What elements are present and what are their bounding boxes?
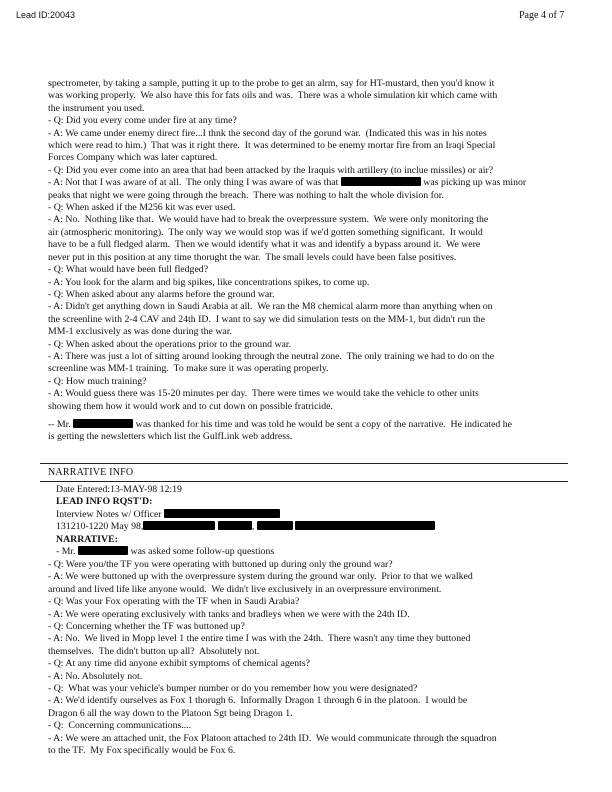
text-line: spectrometer, by taking a sample, putting it up to the probe to get an alrm, say for HT-mustard, then you'd know it bbox=[48, 78, 495, 89]
text-line: the screenline with 2-4 CAV and 24th ID. I want to say we did simulation tests on the MM-1, but didn't run the bbox=[48, 313, 486, 325]
text-line: - Q: Concerning whether the TF was buttoned up? bbox=[48, 621, 245, 633]
text-line: - A: Would guess there was 15-20 minutes per day. There were times we would take the vehicle to other units bbox=[48, 388, 479, 400]
text-line: is getting the newsletters which list the GulfLink web address. bbox=[48, 431, 293, 443]
text-line: - A: No. Nothing like that. We would have had to break the overpressure system. We were only monitoring the bbox=[48, 214, 489, 226]
text-line: - Q: Were you/the TF you were operating with buttoned up during only the ground war? bbox=[48, 559, 393, 570]
text-segment: - A: Not that I was aware of at all. The only thing I was aware of was that bbox=[48, 177, 341, 189]
text-line bbox=[56, 546, 596, 558]
text-line: - A: Didn't get anything down in Saudi Arabia at all. We ran the M8 chemical alarm more than anything when on bbox=[48, 301, 493, 313]
redaction-bar bbox=[341, 177, 421, 186]
text-line: - Q: Did you every come under fire at any time? bbox=[48, 115, 237, 127]
lead-info-label: LEAD INFO RQST'D: bbox=[56, 496, 153, 508]
section-divider bbox=[40, 463, 568, 464]
section-divider bbox=[40, 481, 568, 482]
text-line: - A: We'd identify ourselves as Fox 1 thorugh 6. Informally Dragon 1 through 6 in the platoon. I would be bbox=[48, 695, 468, 707]
text-line: screenline was MM-1 training. To make sure it was operating properly. bbox=[48, 363, 329, 375]
text-line: Forces Company which was later captured. bbox=[48, 152, 218, 164]
text-line bbox=[56, 521, 596, 533]
redaction-bar bbox=[295, 521, 435, 530]
text-line: Dragon 6 all the way down to the Platoon Sgt being Dragon 1. bbox=[48, 707, 293, 719]
text-segment: was asked some follow-up questions bbox=[128, 546, 275, 558]
narrative-label: NARRATIVE: bbox=[56, 533, 118, 545]
text-line: - Q: How much training? bbox=[48, 375, 147, 387]
interview-notes-part1 bbox=[48, 78, 593, 444]
text-line bbox=[48, 177, 593, 189]
text-line: - A: No. Absolutely not. bbox=[48, 670, 143, 682]
text-line: - Q: What would have been full fledged? bbox=[48, 264, 209, 276]
text-line: - A: There was just a lot of sitting around looking through the neutral zone. The only training we had to do on the bbox=[48, 350, 495, 362]
text-line: was working properly. We also have this for fats oils and was. There was a whole simulation kit which came with bbox=[48, 90, 498, 102]
redaction-bar bbox=[73, 419, 133, 428]
text-line: - Q: When asked if the M256 kit was ever used. bbox=[48, 202, 236, 214]
text-line: - Q: When asked about the operations prior to the ground war. bbox=[48, 338, 292, 350]
text-line: - Q: When asked about any alarms before the ground war. bbox=[48, 288, 275, 300]
text-line: - A: No. We lived in Mopp level 1 the entire time I was with the 24th. There wasn't any time they buttoned bbox=[48, 633, 471, 645]
redaction-bar bbox=[143, 521, 215, 530]
text-segment: Interview Notes w/ Officer bbox=[56, 508, 165, 520]
text-line: - Q: What was your vehicle's bumper number or do you remember how you were designated? bbox=[48, 683, 418, 695]
text-line: - Q: Did you ever come into an area that had been attacked by the Iraquis with artillery (to inclue missiles) or air? bbox=[48, 164, 494, 176]
text-line: MM-1 exclusively as was done during the war. bbox=[48, 326, 232, 338]
text-line: - Q: Was your Fox operating with the TF when in Saudi Arabia? bbox=[48, 596, 300, 608]
text-segment: , bbox=[251, 521, 255, 533]
text-segment: -- Mr. bbox=[48, 418, 74, 430]
page-number: Page 4 of 7 bbox=[519, 10, 565, 21]
text-line: showing them how it would work and to cut down on possible fratricide. bbox=[48, 400, 333, 412]
text-segment: - Mr. bbox=[56, 546, 79, 558]
text-line: the instrument you used. bbox=[48, 102, 145, 114]
interview-notes-part2 bbox=[48, 559, 593, 758]
text-line: themselves. The didn't button up all? Absolutely not. bbox=[48, 645, 260, 657]
text-line: - A: We were operating exclusively with tanks and bradleys when we were with the 24th ID. bbox=[48, 608, 410, 620]
text-line: have to be a full fledged alarm. Then we would identify what it was and identify a bypass around it. We were bbox=[48, 239, 481, 251]
redaction-bar bbox=[78, 546, 128, 555]
text-segment: 131210-1220 May 98, bbox=[56, 521, 144, 533]
redaction-bar bbox=[257, 521, 293, 530]
text-segment: was picking up was minor bbox=[420, 177, 527, 189]
redaction-bar bbox=[164, 509, 280, 518]
text-line: air (atmospheric monitoring). The only way we would stop was if we'd gotten something significant. It would bbox=[48, 226, 483, 238]
text-line bbox=[56, 509, 596, 521]
text-line: - A: We came under enemy direct fire...I thnk the second day of the gorund war. (Indicated this was in his notes bbox=[48, 127, 487, 139]
text-line: peaks that night we were going through the breach. There was nothing to halt the whole division for. bbox=[48, 189, 444, 201]
text-line: to the TF. My Fox specifically would be Fox 6. bbox=[48, 745, 236, 757]
text-line: around and lived life like anyone would. We didn't live exclusively in an overpressure environment. bbox=[48, 583, 442, 595]
text-line: which were read to him.) That was it right there. It was determined to be enemy mortar fire from an Iraqi Special bbox=[48, 140, 496, 152]
date-entered: Date Entered:13-MAY-98 12:19 bbox=[56, 484, 182, 495]
text-line: - A: We were an attached unit, the Fox Platoon attached to 24th ID. We would communicate through the squadron bbox=[48, 732, 497, 744]
redaction-bar bbox=[218, 521, 255, 533]
text-line: - A: You look for the alarm and big spikes, like concentrations spikes, to come up. bbox=[48, 276, 370, 288]
text-line: - Q: At any time did anyone exhibit symptoms of chemical agents? bbox=[48, 658, 311, 670]
section-title: NARRATIVE INFO bbox=[48, 467, 134, 478]
text-line: never put in this position at any time thorught the war. The small levels could have been false positives. bbox=[48, 251, 457, 263]
text-line: - A: We were buttoned up with the overpressure system during the ground war only. Prior to that we walked bbox=[48, 571, 473, 583]
narrative-info-section bbox=[56, 484, 596, 558]
text-segment: was thanked for his time and was told he would be sent a copy of the narrative. He indicated he bbox=[133, 418, 513, 430]
text-line bbox=[48, 419, 593, 431]
lead-id: Lead ID:20043 bbox=[16, 10, 76, 20]
text-line: - Q: Concerning communications.... bbox=[48, 720, 192, 732]
